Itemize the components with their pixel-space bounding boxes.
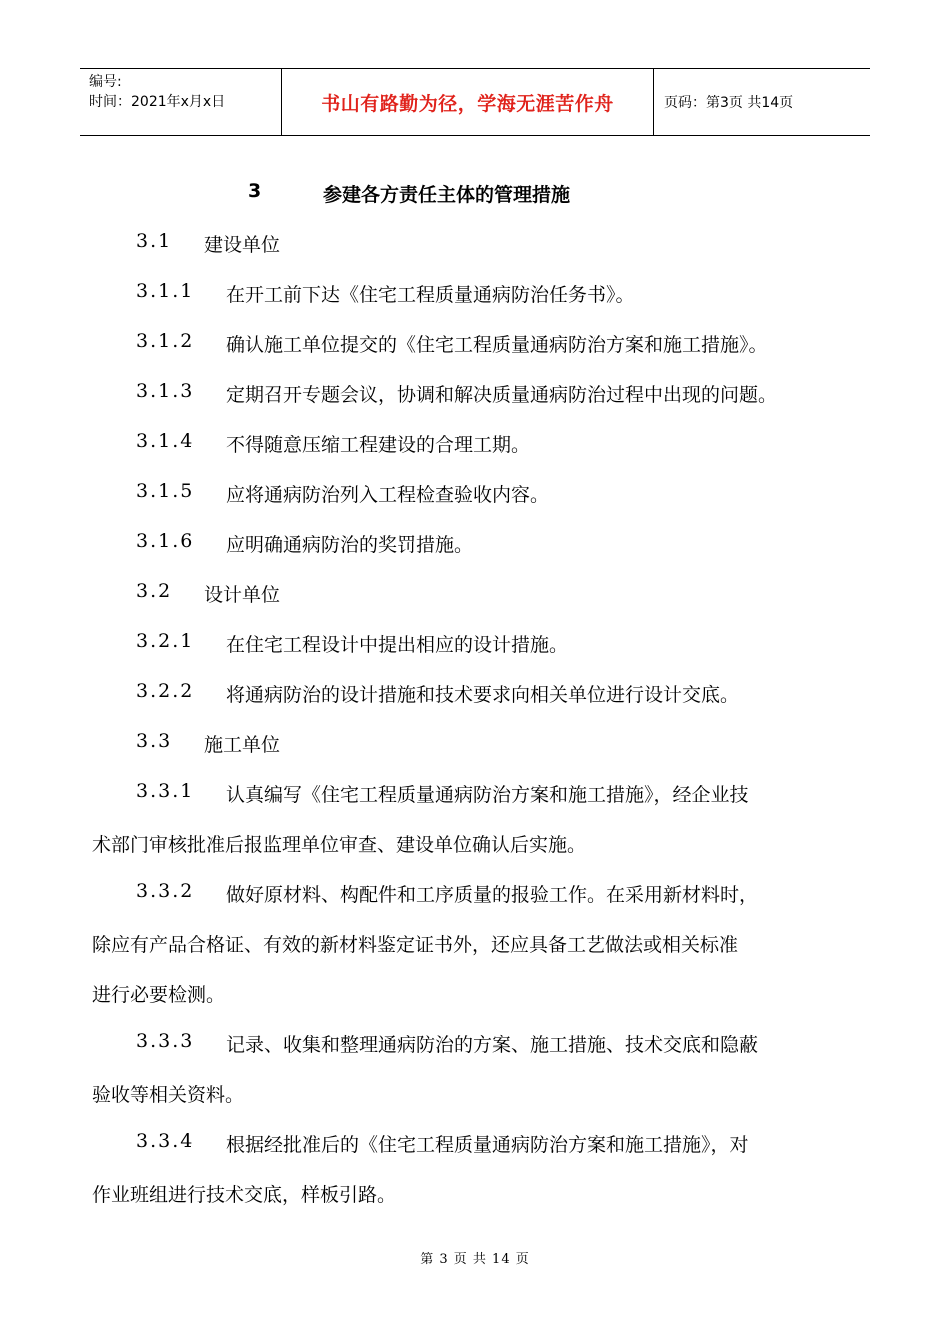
section-text: 施工单位 (204, 734, 281, 756)
continuation-text: 验收等相关资料。 (92, 1084, 245, 1106)
section-title-text: 参建各方责任主体的管理措施 (323, 184, 571, 206)
header-motto-cell (282, 69, 654, 135)
section-text: 建设单位 (204, 234, 281, 256)
section-number: 3.1.1 (136, 280, 195, 302)
doc-number-label: 编号: (89, 74, 122, 90)
continuation-text: 进行必要检测。 (92, 984, 226, 1006)
section-text: 设计单位 (204, 584, 281, 606)
section-number: 3.2.1 (136, 630, 195, 652)
section-number: 3.1.5 (136, 480, 195, 502)
header-motto: 书山有路勤为径，学海无涯苦作舟 (321, 92, 614, 115)
continuation-text: 除应有产品合格证、有效的新材料鉴定证书外，还应具备工艺做法或相关标准 (92, 934, 739, 956)
section-text: 应明确通病防治的奖罚措施。 (226, 534, 474, 556)
section-number: 3.3.4 (136, 1130, 195, 1152)
section-number: 3.1.4 (136, 430, 195, 452)
section-text: 将通病防治的设计措施和技术要求向相关单位进行设计交底。 (226, 684, 740, 706)
section-text: 根据经批准后的《住宅工程质量通病防治方案和施工措施》，对 (226, 1134, 749, 1156)
continuation-text: 术部门审核批准后报监理单位审查、建设单位确认后实施。 (92, 834, 587, 856)
section-number: 3.1.2 (136, 330, 195, 352)
section-number: 3.1.3 (136, 380, 195, 402)
page-header (80, 68, 870, 136)
section-number: 3.2 (136, 580, 173, 602)
section-text: 记录、收集和整理通病防治的方案、施工措施、技术交底和隐蔽 (226, 1034, 759, 1056)
section-title-number: 3 (248, 180, 262, 202)
section-number: 3.1 (136, 230, 173, 252)
section-number: 3.3.2 (136, 880, 195, 902)
section-number: 3.3 (136, 730, 173, 752)
section-number: 3.1.6 (136, 530, 195, 552)
page-footer: 第 3 页 共 14 页 (420, 1252, 530, 1267)
section-text: 确认施工单位提交的《住宅工程质量通病防治方案和施工措施》。 (226, 334, 768, 356)
section-text: 定期召开专题会议，协调和解决质量通病防治过程中出现的问题。 (226, 384, 778, 406)
header-page-info (654, 69, 870, 135)
section-text: 应将通病防治列入工程检查验收内容。 (226, 484, 550, 506)
section-text: 做好原材料、构配件和工序质量的报验工作。在采用新材料时， (226, 884, 759, 906)
section-number: 3.2.2 (136, 680, 195, 702)
section-number: 3.3.3 (136, 1030, 195, 1052)
continuation-text: 作业班组进行技术交底，样板引路。 (92, 1184, 397, 1206)
doc-time-label: 时间：2021年x月x日 (89, 94, 226, 110)
section-text: 不得随意压缩工程建设的合理工期。 (226, 434, 531, 456)
section-text: 认真编写《住宅工程质量通病防治方案和施工措施》，经企业技 (226, 784, 749, 806)
section-text: 在住宅工程设计中提出相应的设计措施。 (226, 634, 569, 656)
page-info-text: 页码：第3页 共14页 (664, 95, 794, 111)
section-number: 3.3.1 (136, 780, 195, 802)
section-text: 在开工前下达《住宅工程质量通病防治任务书》。 (226, 284, 635, 306)
header-meta (80, 69, 282, 135)
